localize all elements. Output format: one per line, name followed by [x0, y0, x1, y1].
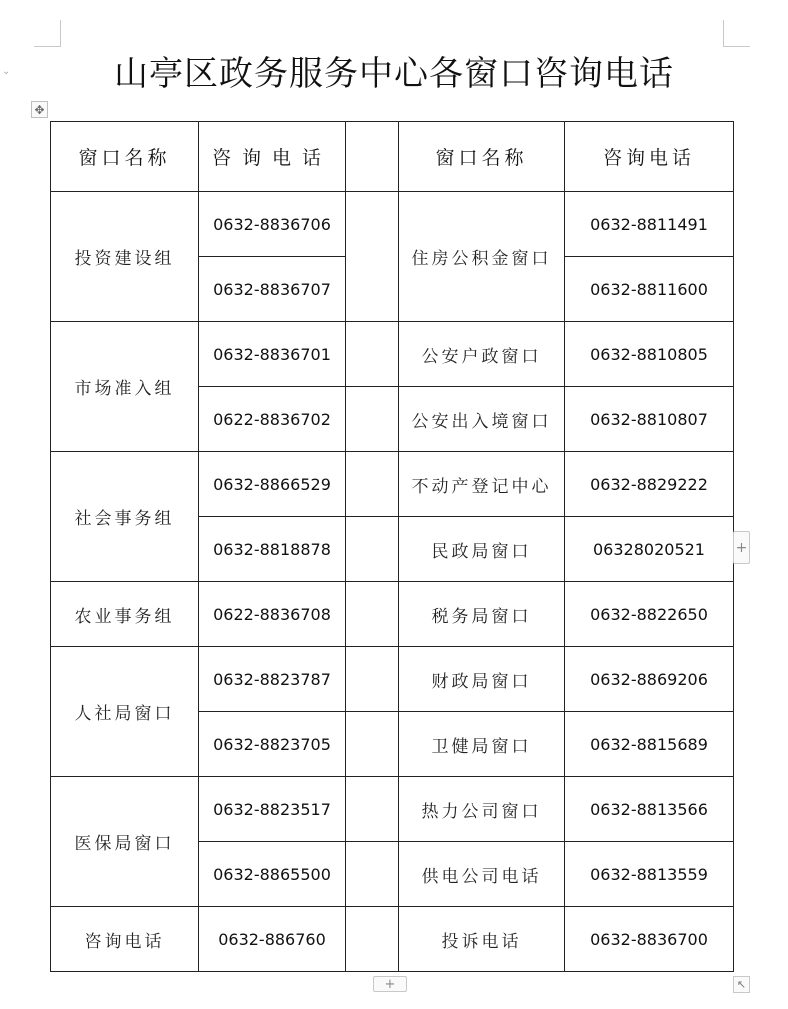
- phone-cell: 0632-8815689: [565, 712, 734, 777]
- window-name-cell: 民政局窗口: [399, 517, 565, 582]
- window-name-cell: 卫健局窗口: [399, 712, 565, 777]
- phone-cell: 0632-8836701: [199, 322, 346, 387]
- spacer-cell: [346, 387, 399, 452]
- phone-cell: 0632-8810807: [565, 387, 734, 452]
- spacer-cell: [346, 322, 399, 387]
- phone-cell: 0632-8813566: [565, 777, 734, 842]
- phone-cell: 0632-8869206: [565, 647, 734, 712]
- spacer-cell: [346, 452, 399, 517]
- spacer-cell: [346, 517, 399, 582]
- phone-cell: 06328020521: [565, 517, 734, 582]
- phone-cell: 0632-8811491: [565, 192, 734, 257]
- window-name-cell: 公安户政窗口: [399, 322, 565, 387]
- table-row: [51, 777, 734, 842]
- add-column-plus-icon[interactable]: +: [733, 531, 750, 564]
- table-row: [51, 452, 734, 517]
- phone-cell: 0622-8836702: [199, 387, 346, 452]
- phone-cell: 0632-8865500: [199, 842, 346, 907]
- phone-cell: 0632-8823705: [199, 712, 346, 777]
- spacer-cell: [346, 712, 399, 777]
- window-name-cell: 农业事务组: [51, 582, 199, 647]
- spacer-cell: [346, 582, 399, 647]
- phone-cell: 0622-8836708: [199, 582, 346, 647]
- phone-cell: 0632-8813559: [565, 842, 734, 907]
- window-name-cell: 财政局窗口: [399, 647, 565, 712]
- window-name-cell: 不动产登记中心: [399, 452, 565, 517]
- phone-cell: 0632-8836706: [199, 192, 346, 257]
- spacer-cell: [346, 647, 399, 712]
- header-window-name-right: 窗口名称: [399, 122, 565, 192]
- spacer-cell: [346, 842, 399, 907]
- window-name-cell: 住房公积金窗口: [399, 192, 565, 322]
- table-row: [51, 192, 734, 257]
- window-name-cell: 公安出入境窗口: [399, 387, 565, 452]
- move-arrows-icon[interactable]: ✥: [31, 101, 48, 118]
- table-row: [51, 907, 734, 972]
- page-corner-mark-top-left: [34, 20, 61, 47]
- phone-cell: 0632-8818878: [199, 517, 346, 582]
- phone-cell: 0632-886760: [199, 907, 346, 972]
- header-phone-left: 咨询电话: [199, 122, 346, 192]
- window-name-cell: 医保局窗口: [51, 777, 199, 907]
- window-name-cell: 社会事务组: [51, 452, 199, 582]
- add-row-plus-icon[interactable]: +: [373, 976, 407, 992]
- table-row: [51, 322, 734, 387]
- header-window-name-left: 窗口名称: [51, 122, 199, 192]
- phone-cell: 0632-8810805: [565, 322, 734, 387]
- table-row: [51, 582, 734, 647]
- spacer-cell: [346, 777, 399, 842]
- resize-diagonal-icon[interactable]: ↖: [733, 976, 750, 993]
- phone-directory-table: [50, 121, 734, 972]
- window-name-cell: 人社局窗口: [51, 647, 199, 777]
- phone-cell: 0632-8866529: [199, 452, 346, 517]
- spacer-cell: [346, 192, 399, 322]
- phone-cell: 0632-8822650: [565, 582, 734, 647]
- table-header-row: [51, 122, 734, 192]
- collapse-caret-icon[interactable]: ⌄: [2, 66, 11, 77]
- phone-cell: 0632-8829222: [565, 452, 734, 517]
- window-name-cell: 投资建设组: [51, 192, 199, 322]
- phone-cell: 0632-8836700: [565, 907, 734, 972]
- header-phone-right: 咨询电话: [565, 122, 734, 192]
- window-name-cell: 供电公司电话: [399, 842, 565, 907]
- window-name-cell: 热力公司窗口: [399, 777, 565, 842]
- window-name-cell: 税务局窗口: [399, 582, 565, 647]
- phone-cell: 0632-8836707: [199, 257, 346, 322]
- window-name-cell: 咨询电话: [51, 907, 199, 972]
- page-title: 山亭区政务服务中心各窗口咨询电话: [114, 54, 674, 94]
- phone-cell: 0632-8811600: [565, 257, 734, 322]
- window-name-cell: 投诉电话: [399, 907, 565, 972]
- page-corner-mark-top-right: [723, 20, 750, 47]
- phone-cell: 0632-8823517: [199, 777, 346, 842]
- window-name-cell: 市场准入组: [51, 322, 199, 452]
- phone-cell: 0632-8823787: [199, 647, 346, 712]
- table-row: [51, 647, 734, 712]
- spacer-cell: [346, 907, 399, 972]
- spacer-cell: [346, 122, 399, 192]
